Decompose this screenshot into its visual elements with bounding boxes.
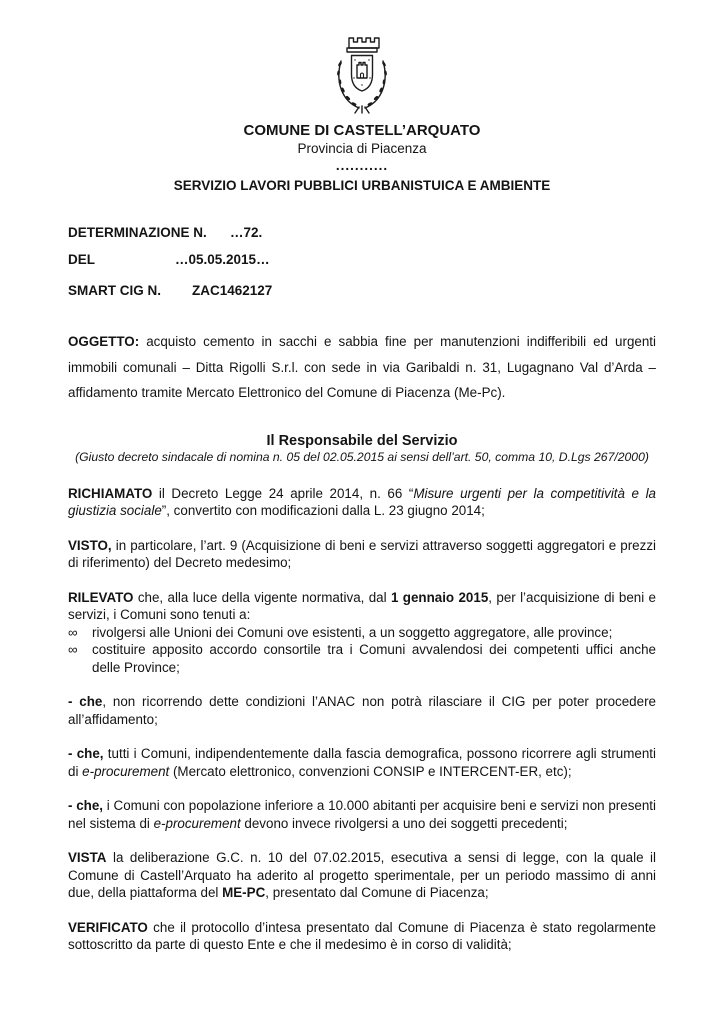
text-segment: , non ricorrendo dette condizioni l’ANAC non potrà rilasciare il CIG per poter procedere all’affidamento; (68, 694, 656, 727)
meta-label: SMART CIG N. (68, 283, 161, 298)
text-segment: 1 gennaio 2015 (390, 589, 489, 605)
text-segment: RILEVATO (68, 589, 134, 605)
paragraph-che-anac (68, 693, 656, 728)
text-segment: VISTO, (68, 537, 112, 553)
meta-value: …72. (230, 225, 263, 240)
meta-value: …05.05.2015… (175, 252, 270, 267)
paragraph-che-popolazione (68, 797, 656, 832)
meta-row-smart-cig (68, 283, 656, 298)
text-segment: costituire apposito accordo consortile tra i Comuni avvalendosi dei competenti uffici anche delle Province; (92, 642, 656, 675)
municipal-crest-icon (328, 34, 396, 114)
text-segment: , presentato dal Comune di Piacenza; (265, 885, 489, 900)
dots-divider: ........... (335, 158, 389, 173)
text-segment: il Decreto Legge 24 aprile 2014, n. 66 “ (152, 485, 414, 501)
text-segment: VERIFICATO (68, 919, 148, 935)
meta-row-determinazione (68, 225, 656, 240)
crest-container (68, 34, 656, 119)
meta-row-del (68, 252, 656, 267)
commune-title: COMUNE DI CASTELL’ARQUATO (243, 122, 481, 139)
bullet-text (92, 624, 656, 642)
text-segment: tutti i Comuni, indipendentemente dalla fascia demografica, possono ricorrere agli strumenti di (68, 746, 656, 779)
meta-label: DEL (68, 252, 95, 267)
text-segment: e-procurement (153, 815, 241, 831)
text-segment: i Comuni con popolazione inferiore a 10.000 abitanti per acquisire beni e servizi non presenti nel sistema di (68, 798, 657, 831)
paragraph-oggetto (68, 329, 656, 406)
paragraph-che-eprocurement (68, 745, 656, 780)
paragraph-vista (68, 849, 656, 902)
document-body (68, 329, 656, 954)
paragraph-rilevato (68, 589, 656, 624)
text-segment: OGGETTO: (68, 334, 147, 349)
responsabile-subheading: (Giusto decreto sindacale di nomina n. 05 del 02.05.2015 ai sensi dell’art. 50, comma 10, D.Lgs 267/2000) (75, 449, 649, 464)
text-segment: ME-PC (222, 885, 266, 900)
meta-label: DETERMINAZIONE N. (68, 225, 207, 240)
bullet-item (68, 624, 656, 642)
text-segment: - che, (68, 746, 104, 761)
text-segment: , per l’acquisizione di beni e servizi, i Comuni sono tenuti a: (68, 589, 657, 622)
text-segment: RICHIAMATO (68, 485, 153, 501)
text-segment: Misure urgenti per la competitività e la giustizia sociale (68, 485, 656, 518)
text-segment: in particolare, l’art. 9 (Acquisizione di beni e servizi attraverso soggetti aggregatori e prezzi di riferimento) del Decreto medesimo; (68, 537, 656, 570)
bullet-item (68, 641, 656, 676)
text-segment: devono invece rivolgersi a uno dei soggetti precedenti; (240, 815, 568, 831)
bullet-text (92, 641, 656, 676)
text-segment: ”, convertito con modificazioni dalla L. 23 giugno 2014; (161, 503, 485, 518)
paragraph-visto (68, 537, 656, 572)
text-segment: che, alla luce della vigente normativa, dal (133, 589, 391, 605)
text-segment: rivolgersi alle Unioni dei Comuni ove esistenti, a un soggetto aggregatore, alle province; (92, 624, 613, 640)
text-segment: - che, (68, 798, 104, 813)
text-segment: - che (68, 694, 103, 709)
bullet-marker-icon: ∞ (68, 624, 78, 640)
paragraph-verificato (68, 919, 656, 954)
text-segment: VISTA (68, 850, 107, 865)
text-segment: (Mercato elettronico, convenzioni CONSIP e INTERCENT-ER, etc); (169, 763, 572, 779)
meta-value: ZAC1462127 (192, 283, 273, 298)
obligation-bullet-list (68, 624, 656, 677)
responsabile-heading: Il Responsabile del Servizio (266, 432, 458, 449)
text-segment: e-procurement (82, 763, 170, 779)
text-segment: la deliberazione G.C. n. 10 del 07.02.2015, esecutiva a sensi di legge, con la quale il Comune di Castell’Arquato ha aderito al progetto sperimentale, per un periodo massimo di anni due, della piattaforma del (68, 850, 656, 900)
paragraph-richiamato (68, 485, 656, 520)
determination-meta (68, 225, 656, 298)
province-subtitle: Provincia di Piacenza (297, 141, 427, 156)
bullet-marker-icon: ∞ (68, 642, 78, 657)
service-title: SERVIZIO LAVORI PUBBLICI URBANISTUICA E AMBIENTE (173, 178, 551, 193)
text-segment: acquisto cemento in sacchi e sabbia fine per manutenzioni indifferibili ed urgenti immobili comunali – Ditta Rigolli S.r.l. con sede in via Garibaldi n. 31, Lugagnano Val d’Arda – affidamento tramite Mercato Elettronico del Comune di Piacenza (Me-Pc). (68, 334, 656, 400)
text-segment: che il protocollo d’intesa presentato dal Comune di Piacenza è stato regolarmente sottoscritto da parte di questo Ente e che il medesimo è in corso di validità; (68, 919, 656, 952)
